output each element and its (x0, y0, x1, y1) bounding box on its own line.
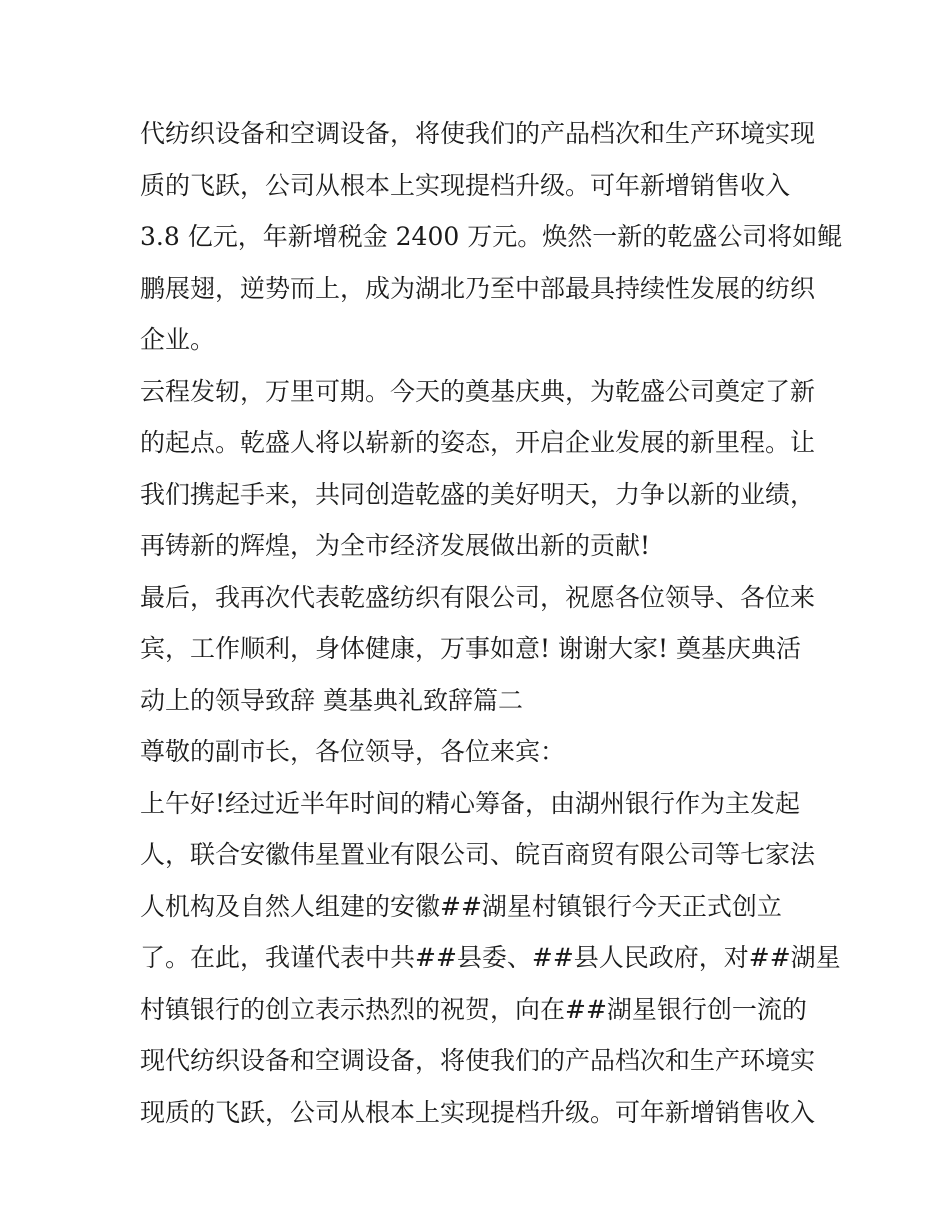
text-line: 上午好!经过近半年时间的精心筹备，由湖州银行作为主发起 (140, 788, 801, 818)
text-line: 代纺织设备和空调设备，将使我们的产品档次和生产环境实现 (140, 119, 816, 148)
text-line: 人，联合安徽伟星置业有限公司、皖百商贸有限公司等七家法 (140, 840, 816, 869)
text-line: 最后，我再次代表乾盛纺织有限公司，祝愿各位领导、各位来 (140, 582, 816, 612)
text-line: 现代纺织设备和空调设备，将使我们的产品档次和生产环境实 (140, 1046, 816, 1075)
text-line: 人机构及自然人组建的安徽##湖星村镇银行今天正式创立 (140, 891, 782, 921)
text-line: 尊敬的副市长，各位领导，各位来宾： (140, 737, 566, 766)
document-body (140, 108, 843, 1138)
text-line: 再铸新的辉煌，为全市经济发展做出新的贡献! (140, 531, 651, 560)
text-line: 3.8 亿元，年新增税金 2400 万元。焕然一新的乾盛公司将如鲲 (140, 222, 843, 251)
text-line: 云程发轫，万里可期。今天的奠基庆典，为乾盛公司奠定了新 (140, 376, 816, 406)
text-line: 的起点。乾盛人将以崭新的姿态，开启企业发展的新里程。让 (140, 428, 816, 457)
text-line: 现质的飞跃，公司从根本上实现提档升级。可年新增销售收入 (140, 1097, 816, 1127)
text-line: 村镇银行的创立表示热烈的祝贺，向在##湖星银行创一流的 (140, 994, 807, 1024)
text-line: 企业。 (140, 325, 216, 354)
text-line: 宾，工作顺利，身体健康，万事如意! 谢谢大家! 奠基庆典活 (140, 634, 801, 663)
text-line: 质的飞跃，公司从根本上实现提档升级。可年新增销售收入 (140, 170, 791, 200)
text-line: 我们携起手来，共同创造乾盛的美好明天，力争以新的业绩， (140, 479, 816, 509)
text-line: 了。在此，我谨代表中共##县委、##县人民政府，对##湖星 (140, 943, 841, 972)
text-line: 鹏展翅，逆势而上，成为湖北乃至中部最具持续性发展的纺织 (140, 273, 816, 303)
text-line: 动上的领导致辞 奠基典礼致辞篇二 (140, 685, 523, 715)
